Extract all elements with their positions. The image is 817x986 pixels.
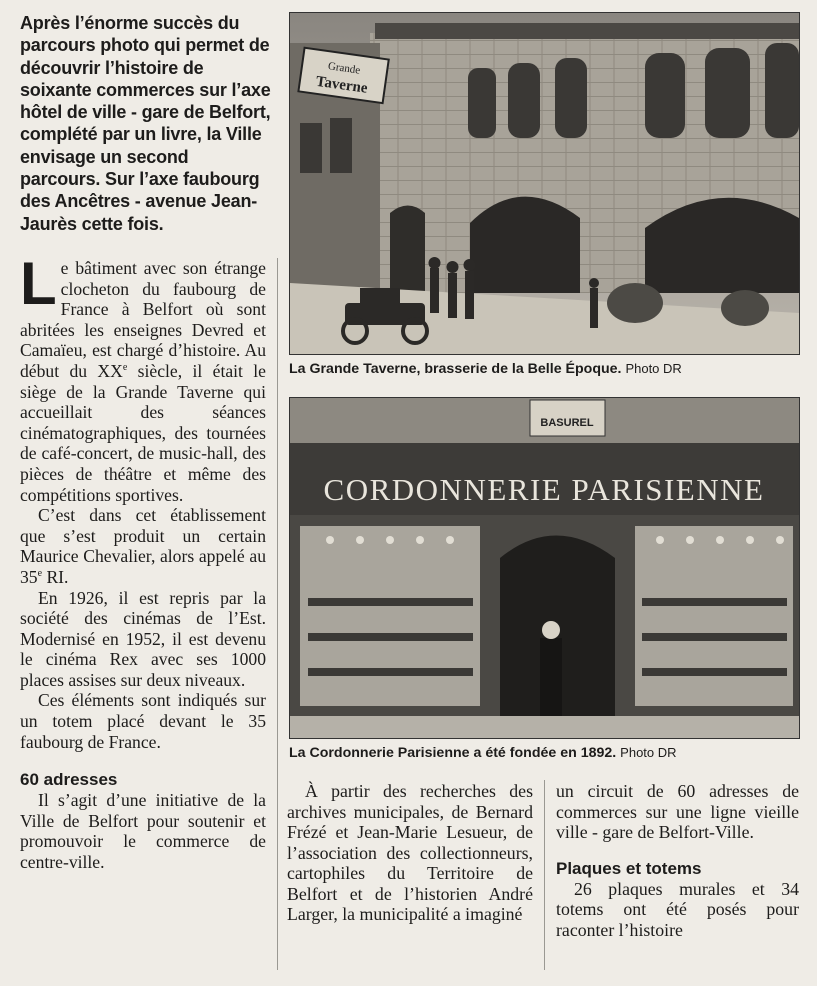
paragraph-7: un circuit de 60 adresses de commerces sur une ligne vieille ville - gare de Belfort-Ville. [556,781,799,842]
article-column-3 [556,781,799,940]
column-rule-2 [544,780,545,970]
paragraph-1: Le bâtiment avec son étrange clocheton du faubourg de France à Belfort où sont abritées les enseignes Devred et Camaïeu, est chargé d’histoire. Au début du XXe siècle, il était le siège de la Grande Taverne qui accueillait des séances cinématographiques, des tournées de café-concert, de music-hall, des pièces de théâtre et même des compétitions sportives. [20,250,266,505]
photo-grande-taverne-image [290,13,799,354]
column-rule-1 [277,258,278,970]
photo-grande-taverne [289,12,800,355]
svg-text:Grande: Grande [327,60,361,77]
caption-photo-2: La Cordonnerie Parisienne a été fondée en 1892. Photo DR [289,745,677,761]
photo-cordonnerie-parisienne [289,397,800,739]
article-column-1 [20,250,266,873]
sign-cordonnerie: CORDONNERIE PARISIENNE [323,472,765,507]
photo-cordonnerie-image [290,398,799,738]
paragraph-2: C’est dans cet établissement que s’est produit un certain Maurice Chevalier, alors appelé au 35e RI. [20,505,266,587]
drop-cap: L [20,250,57,317]
subhead-60-adresses: 60 adresses [20,770,118,790]
paragraph-4: Ces éléments sont indiqués sur un totem placé devant le 35 faubourg de France. [20,690,266,752]
svg-text:Taverne: Taverne [314,73,369,97]
paragraph-8: 26 plaques murales et 34 totems ont été posés pour raconter l’histoire [556,878,799,940]
article-column-2 [287,781,533,925]
caption-photo-1: La Grande Taverne, brasserie de la Belle Époque. Photo DR [289,361,682,377]
paragraph-5: Il s’agit d’une initiative de la Ville de Belfort pour soutenir et promouvoir le commerce de centre-ville. [20,790,266,873]
sign-basurel: BASUREL [540,417,594,429]
article-lead: Après l’énorme succès du parcours photo qui permet de découvrir l’histoire de soixante commerces sur l’axe hôtel de ville - gare de Belfort, complété par un livre, la Ville envisage un second parcours. Sur l’axe faubourg des Ancêtres - avenue Jean-Jaurès cette fois. [20,13,271,234]
subhead-plaques-totems: Plaques et totems [556,858,702,878]
paragraph-6: À partir des recherches des archives municipales, de Bernard Frézé et Jean-Marie Lesueur, de l’association des collectionneurs, cartophiles du Territoire de Belfort et de l’historien André Larger, la municipalité a imaginé [287,781,533,924]
paragraph-3: En 1926, il est repris par la société des cinémas de l’Est. Modernisé en 1952, il est devenu le cinéma Rex avec ses 1000 places assises sur deux niveaux. [20,587,266,690]
